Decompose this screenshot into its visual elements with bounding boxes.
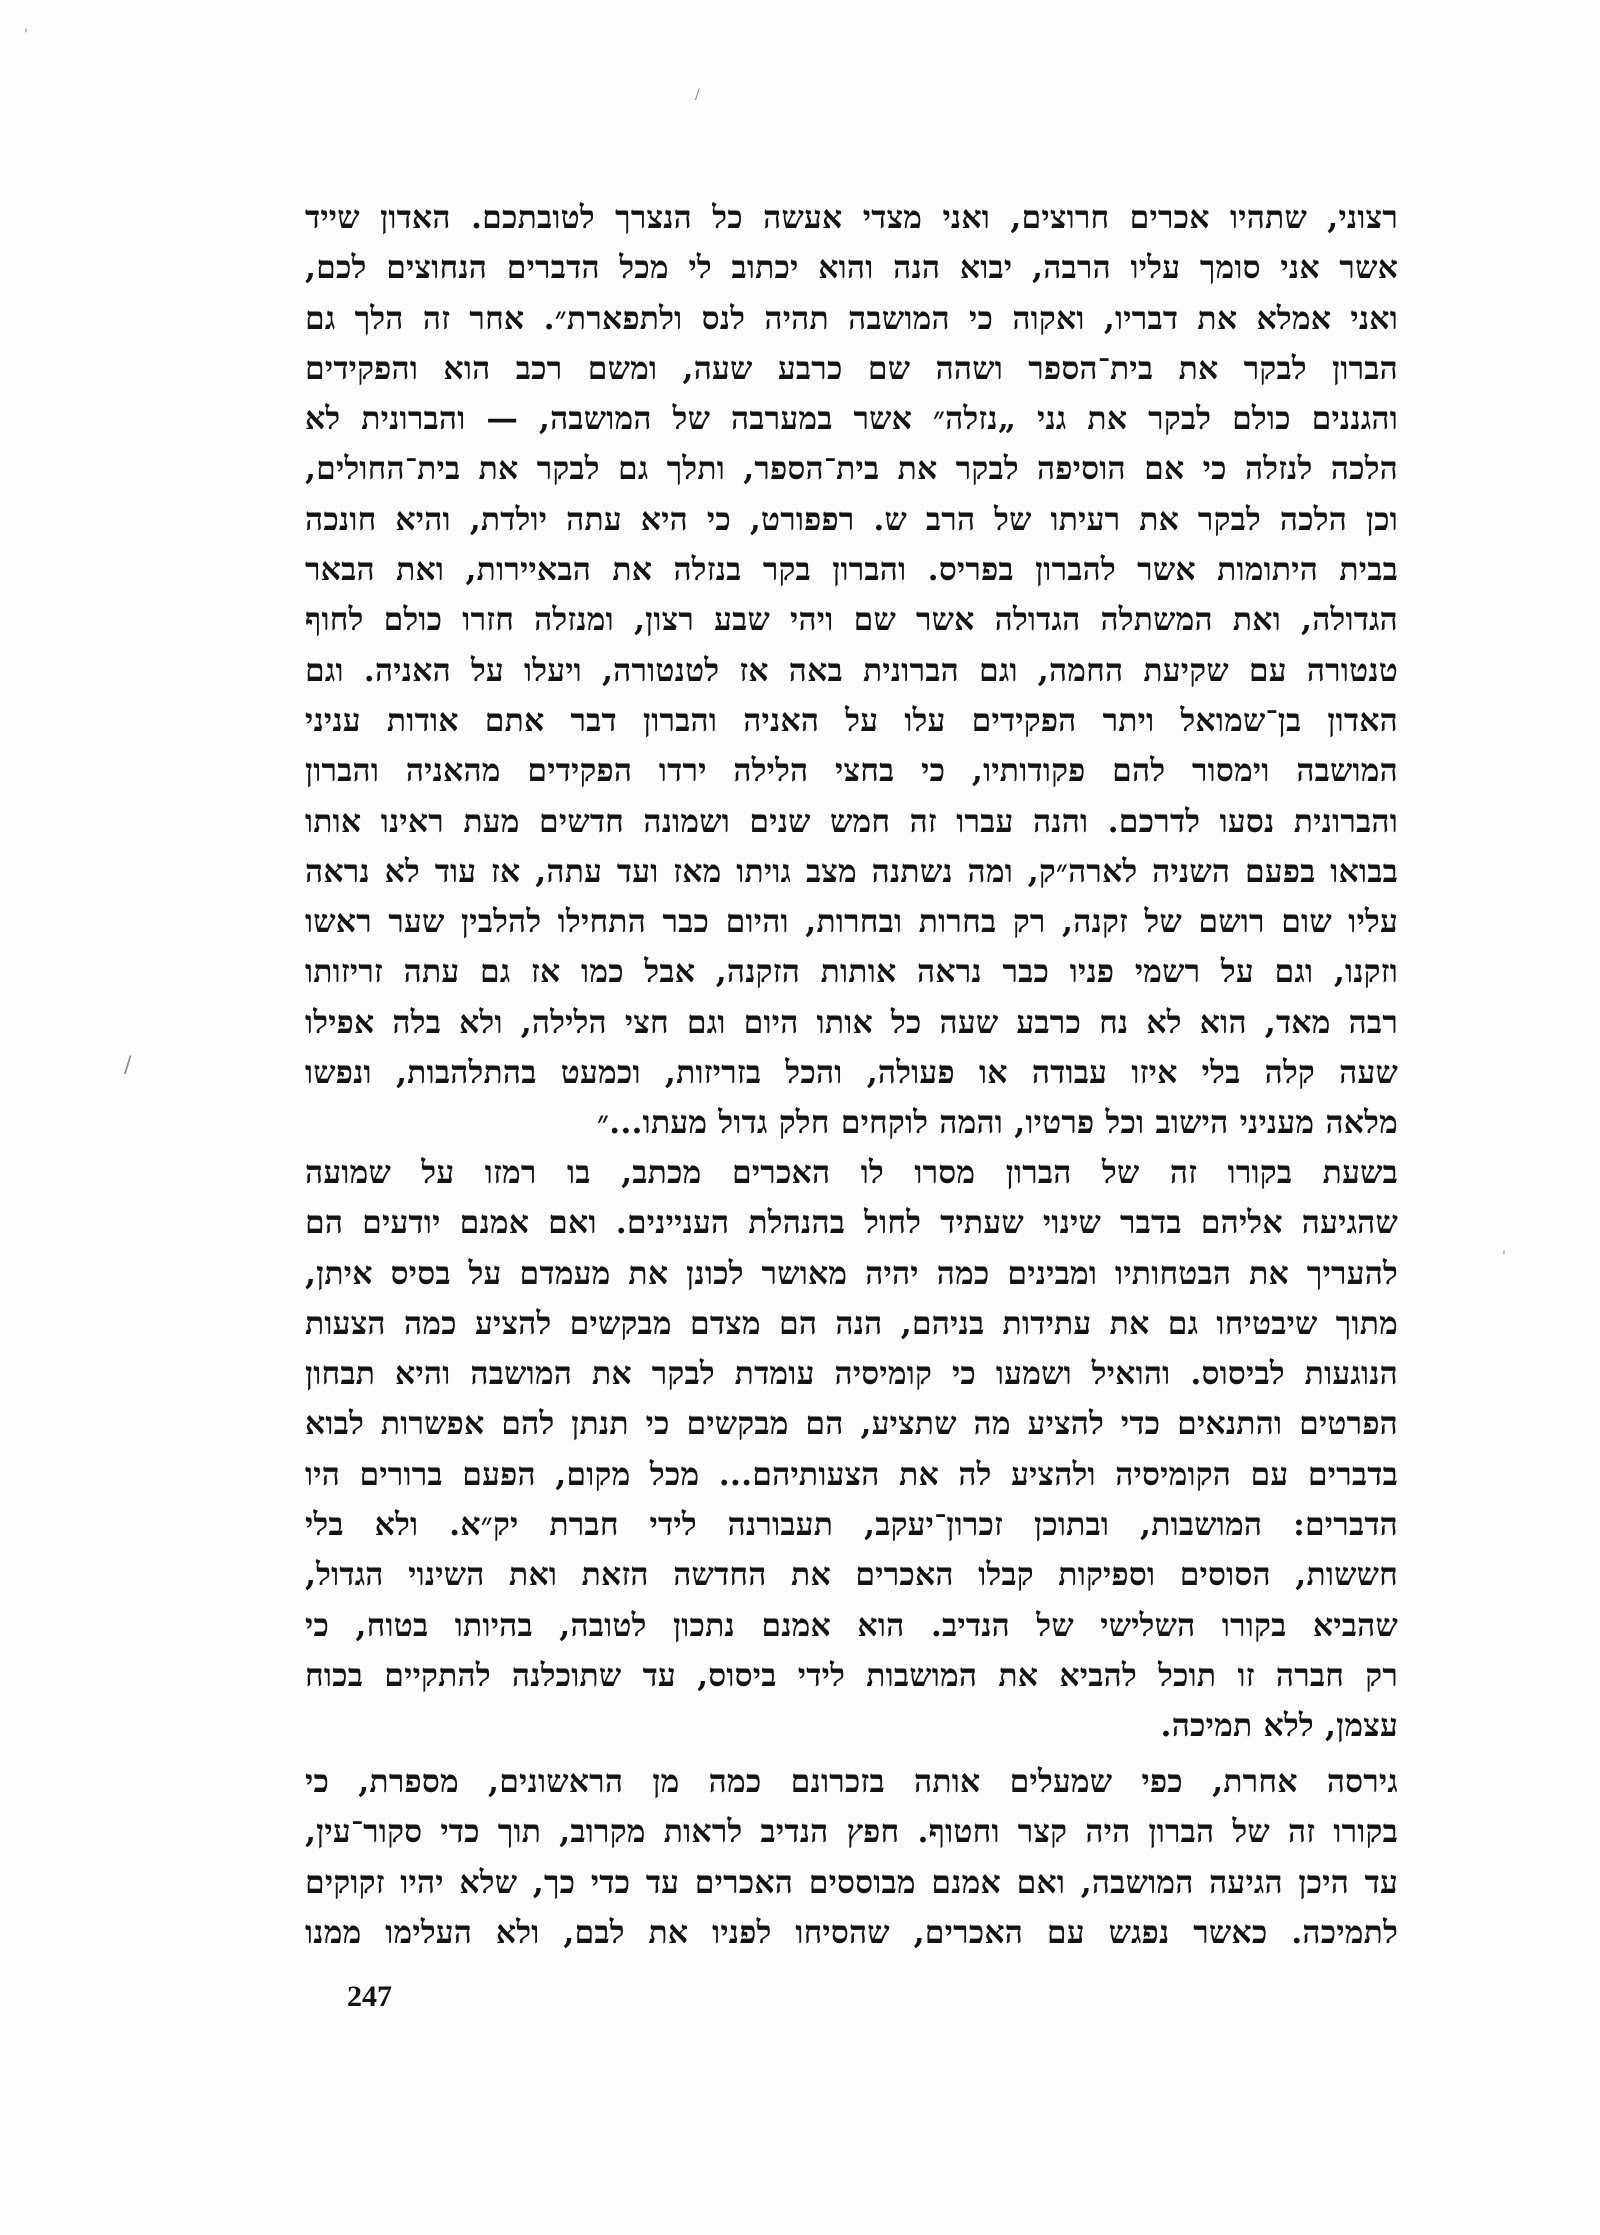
paragraph-2: [305, 1148, 1398, 1752]
text-line: הברון לבקר את בית־הספר ושהה שם כרבע שעה, ומשם רכב הוא והפקידים: [305, 349, 1398, 387]
text-line: לתמיכה. כאשר נפגש עם האכרים, שהסיחו לפניו את לבם, ולא העלימו ממנו: [305, 1913, 1398, 1951]
text-line: בשעת בקורו זה של הברון מסרו לו האכרים מכתב, בו רמזו על שמועה: [305, 1154, 1398, 1191]
scan-speck: ': [24, 27, 28, 43]
text-line: הלכה לנזלה כי אם הוסיפה לבקר את בית־הספר, ותלך גם לבקר את בית־החולים,: [305, 450, 1398, 488]
text-line: רק חברה זו תוכל להביא את המושבות לידי ביסוס, עד שתוכלנה להתקיים בכוח: [305, 1656, 1398, 1694]
text-line: שעה קלה בלי איזו עבודה או פעולה, והכל בזריזות, וכמעט בהתלהבות, ונפשו: [305, 1054, 1398, 1092]
text-line: טנטורה עם שקיעת החמה, וגם הברונית באה אז לטנטורה, ויעלו על האניה. וגם: [305, 651, 1398, 689]
page-number: 247: [347, 1980, 392, 2013]
paragraph-3: [305, 1757, 1398, 1958]
scan-speck: /: [124, 1053, 132, 1078]
text-line: בבואו בפעם השניה לארה״ק, ומה נשתנה מצב גויתו מאז ועד עתה, אז עוד לא נראה: [305, 852, 1398, 890]
text-line: בקורו זה של הברון היה קצר וחטוף. חפץ הנדיב לראות מקרוב, תוך כדי סקור־עין,: [305, 1813, 1398, 1851]
text-line: שהגיעה אליהם בדבר שינוי שעתיד לחול בהנהלת העניינים. ואם אמנם יודעים הם: [305, 1204, 1398, 1242]
text-line: המושבה וימסור להם פקודותיו, כי בחצי הלילה ירדו הפקידים מהאניה והברון: [305, 752, 1398, 790]
text-line: בבית היתומות אשר להברון בפריס. והברון בקר בנזלה את הבאיירות, ואת הבאר: [305, 551, 1398, 589]
text-line: האדון בן־שמואל ויתר הפקידים עלו על האניה והברון דבר אתם אודות עניני: [305, 701, 1398, 739]
text-line: רבה מאד, הוא לא נח כרבע שעה כל אותו היום וגם חצי הלילה, ולא בלה אפילו: [305, 1003, 1398, 1041]
text-line: עד היכן הגיעה המושבה, ואם אמנם מבוססים האכרים עד כדי כך, שלא יהיו זקוקים: [305, 1863, 1398, 1901]
text-line: ואני אמלא את דבריו, ואקוה כי המושבה תהיה לנס ולתפארת״. אחר זה הלך גם: [305, 299, 1398, 337]
text-line: והברונית נסעו לדרכם. והנה עברו זה חמש שנים ושמונה חדשים מעת ראינו אותו: [305, 802, 1398, 840]
text-line: עצמן, ללא תמיכה.: [1160, 1707, 1398, 1745]
text-line: חששות, הסוסים וספיקות קבלו האכרים את החדשה הזאת ואת השינוי הגדול,: [305, 1556, 1398, 1594]
text-line: עליו שום רושם של זקנה, רק בחרות ובחרות, והיום כבר התחילו להלבין שער ראשו: [305, 903, 1398, 941]
text-line: שהביא בקורו השלישי של הנדיב. הוא אמנם נתכון לטובה, בהיותו בטוח, כי: [305, 1606, 1398, 1644]
text-line: הגדולה, ואת המשתלה הגדולה אשר שם ויהי שבע רצון, ומנזלה חזרו כולם לחוף: [305, 601, 1398, 639]
text-line: הדברים: המושבות, ובתוכן זכרון־יעקב, תעבורנה לידי חברת יק״א. ולא בלי: [305, 1506, 1398, 1544]
text-line: בדברים עם הקומיסיה ולהציע לה את הצעותיהם... מכל מקום, הפעם ברורים היו: [305, 1455, 1398, 1493]
scan-speck: ': [1502, 1249, 1506, 1265]
paragraph-1: [305, 193, 1398, 1149]
text-line: מתוך שיבטיחו גם את עתידות בניהם, הנה הם מצדם מבקשים להציע כמה הצעות: [305, 1304, 1398, 1342]
text-line: והגננים כולם לבקר את גני „נזלה״ אשר במערבה של המושבה, — והברונית לא: [305, 400, 1398, 438]
text-line: אשר אני סומך עליו הרבה, יבוא הנה והוא יכתוב לי מכל הדברים הנחוצים לכם,: [305, 249, 1398, 287]
text-line: וזקנו, וגם על רשמי פניו כבר נראה אותות הזקנה, אבל כמו אז גם עתה זריזותו: [305, 953, 1398, 991]
text-line: מלאה מעניני הישוב וכל פרטיו, והמה לוקחים חלק גדול מעתו...״: [597, 1104, 1398, 1142]
scan-speck: /: [695, 87, 700, 103]
text-line: רצוני, שתהיו אכרים חרוצים, ואני מצדי אעשה כל הנצרך לטובתכם. האדון שייד: [305, 199, 1398, 236]
text-line: גירסה אחרת, כפי שמעלים אותה בזכרונם כמה מן הראשונים, מספרת, כי: [305, 1763, 1398, 1800]
text-line: וכן הלכה לבקר את רעיתו של הרב ש. רפפורט, כי היא עתה יולדת, והיא חונכה: [305, 500, 1398, 538]
text-line: הנוגעות לביסוס. והואיל ושמעו כי קומיסיה עומדת לבקר את המושבה והיא תבחון: [305, 1355, 1398, 1393]
text-line: הפרטים והתנאים כדי להציע מה שתציע, הם מבקשים כי תנתן להם אפשרות לבוא: [305, 1405, 1398, 1443]
text-line: להעריך את הבטחותיו ומבינים כמה יהיה מאושר לכונן את מעמדם על בסיס איתן,: [305, 1254, 1398, 1292]
